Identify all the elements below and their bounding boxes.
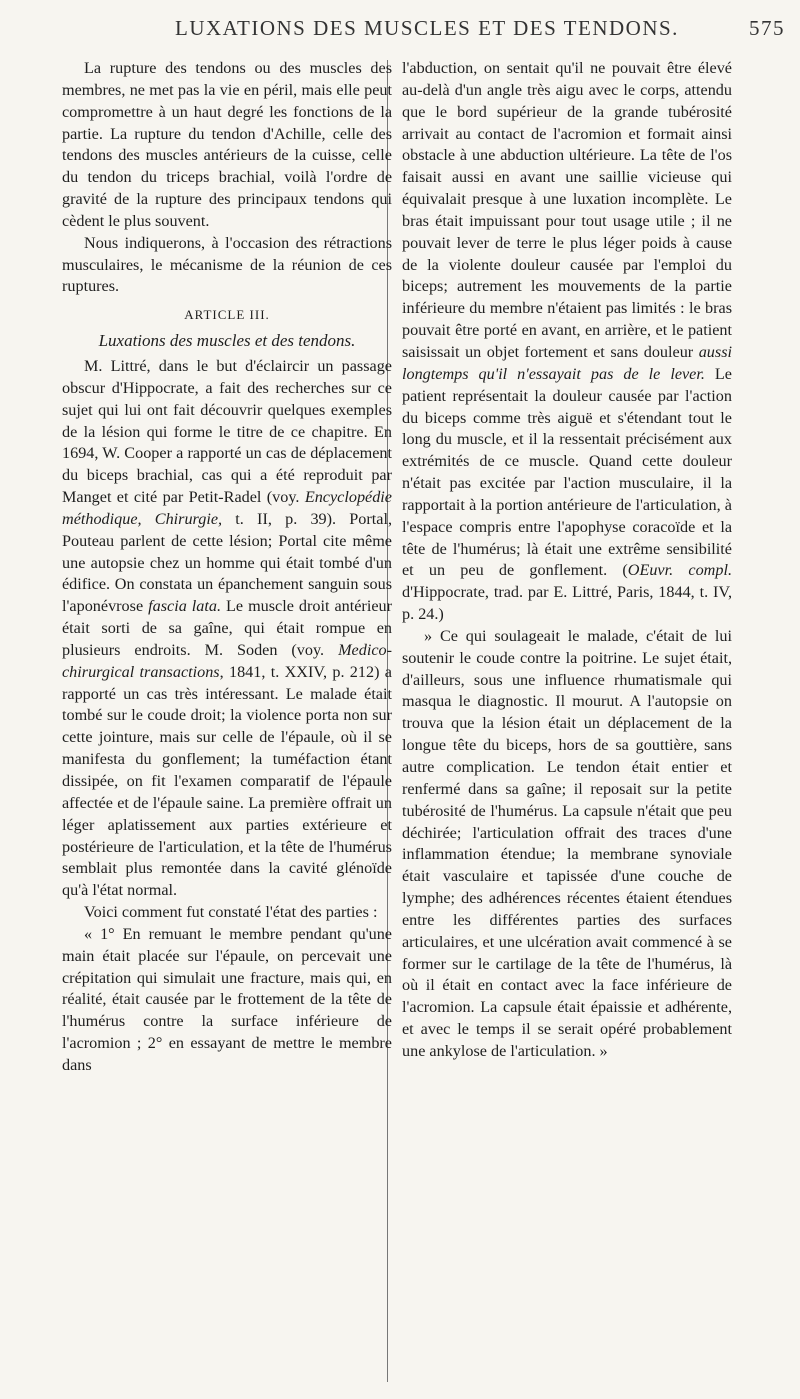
article-number: ARTICLE III. [184,307,270,323]
paragraph-voici: Voici comment fut constaté l'état des parties : [84,903,378,922]
text-run: , 1841, t. XXIV, p. 212) a rapporté un cas très intéressant. Le malade était tombé sur le coude droit; la violence porta non sur cette jointure, mais sur celle de l'épaule, où il se manifesta du gonflement; la tuméfaction étant dissipée, on fit l'examen comparatif de l'épaule affectée et de l'épaule saine. La première offrait un léger aplatissement aux parties extérieure et postérieure de l'articulation, et la tête de l'humérus semblait plus remontée dans la cavité glénoïde qu'à l'état normal. [62,662,392,900]
right-column [402,58,732,1063]
term-fascia-lata: fascia lata. [148,597,222,616]
left-column [62,58,392,1077]
paragraph-retractions: Nous indiquerons, à l'occasion des rétractions musculaires, le mécanisme de la réunion de ces ruptures. [62,233,392,296]
text-run: l'abduction, on sentait qu'il ne pouvait être élevé au-delà d'un angle très aigu avec le corps, attendu que le bord supérieur de la grande tubérosité arrivait au contact de l'acromion et formait ainsi obstacle à une abduction ultérieure. La tête de l'os faisait aussi en avant une saillie vicieuse qui équivalait presque à une luxation incomplète. Le bras était impuissant pour tout usage utile ; il ne pouvait lever de terre le plus léger poids à cause de la violente douleur causée par l'emploi du biceps; autrement les mouvements de la partie inférieure du membre n'étaient pas limités : le bras pouvait être porté en avant, en arrière, et le patient saisissait un objet fortement et sans douleur [402,59,732,361]
paragraph-quote-start: « 1° En remuant le membre pendant qu'une main était placée sur l'épaule, on percevait une crépitation qui simulait une fracture, mais qui, en réalité, était causée par le frottement de la tête de l'humérus contre la surface inférieure de l'acromion ; 2° en essayant de mettre le membre dans [62,924,392,1074]
emphasis-aussi-longtemps: aussi longtemps qu'il n'essayait pas de le lever. [402,342,732,383]
page-number: 575 [749,16,785,40]
text-run: d'Hippocrate, trad. par E. Littré, Paris, 1844, t. IV, p. 24.) [402,583,732,624]
text-run: Le muscle droit antérieur était sorti de sa gaîne, qui était rompue en plusieurs endroits. M. Soden (voy. [62,597,392,659]
paragraph-tendon-rupture: La rupture des tendons ou des muscles des membres, ne met pas la vie en péril, mais elle peut compromettre à un haut degré les fonctions de la partie. La rupture du tendon d'Achille, celle des tendons des muscles antérieurs de la cuisse, celle du tendon du triceps brachial, voilà l'ordre de gravité de la rupture des principaux tendons qui cèdent le plus souvent. [62,59,392,230]
text-run: Le patient représentait la douleur causée par l'action du biceps comme très aiguë et s'étendant tout le long du muscle, et il la ressentait précisément aux extrémités de ce muscle. Quand cette douleur n'était pas excitée par l'action musculaire, il la rapportait à la portion antérieure de l'articulation, à l'espace compris entre l'apophyse coracoïde et la tête de l'humérus; là était une extrême sensibilité et un peu de gonflement. ( [402,364,732,580]
paragraph-autopsie: » Ce qui soulageait le malade, c'était de lui soutenir le coude contre la poitrine. Le sujet était, d'ailleurs, sous une influence rhumatismale qui masqua le diagnostic. Il mourut. A l'autopsie on trouva que la lésion était un déplacement de la longue tête du biceps, hors de sa gouttière, sans autre complication. Le tendon était entier et renfermé dans sa gaîne; il reposait sur la petite tubérosité de l'humérus. La capsule n'était que peu déchirée; l'articulation offrait des traces d'une inflammation étendue; la membrane synoviale était vasculaire et tapissée d'une couche de lymphe; des adhérences récentes étaient étendues entre les différentes parties des surfaces articulaires, et une ulcération avait commencé à se former sur le cartilage de la tête de l'humérus, là où il était en contact avec la face inférieure de l'acromion. La capsule était épaissie et adhérente, et avec le temps il se serait opéré probablement une ankylose de l'articulation. » [402,626,732,1060]
text-run: M. Littré, dans le but d'éclaircir un passage obscur d'Hippocrate, a fait des recherches sur ce sujet qui lui ont fait découvrir quelques exemples de la lésion qui forme le titre de ce chapitre. En 1694, W. Cooper a rapporté un cas de déplacement du biceps brachial, cas qui a été reproduit par Manget et cité par Petit-Radel (voy. [62,356,392,507]
paragraph-abduction [402,58,732,626]
text-run: t. II, p. 39). Portal, Pouteau parlent de cette lésion; Portal cite même une autopsie chez un homme qui était tombé d'un édifice. On constata un épanchement sanguin sous l'aponévrose [62,509,392,616]
running-title: LUXATIONS DES MUSCLES ET DES TENDONS. [175,16,679,40]
citation-oeuvres: OEuvr. compl. [627,561,732,580]
citation-medico-chirurgical: Medico-chirurgical transactions [62,640,392,681]
article-title: Luxations des muscles et des tendons. [98,331,356,351]
citation-encyclopedie: Encyclopédie méthodique, Chirurgie, [62,488,392,528]
paragraph-littre [62,356,392,902]
